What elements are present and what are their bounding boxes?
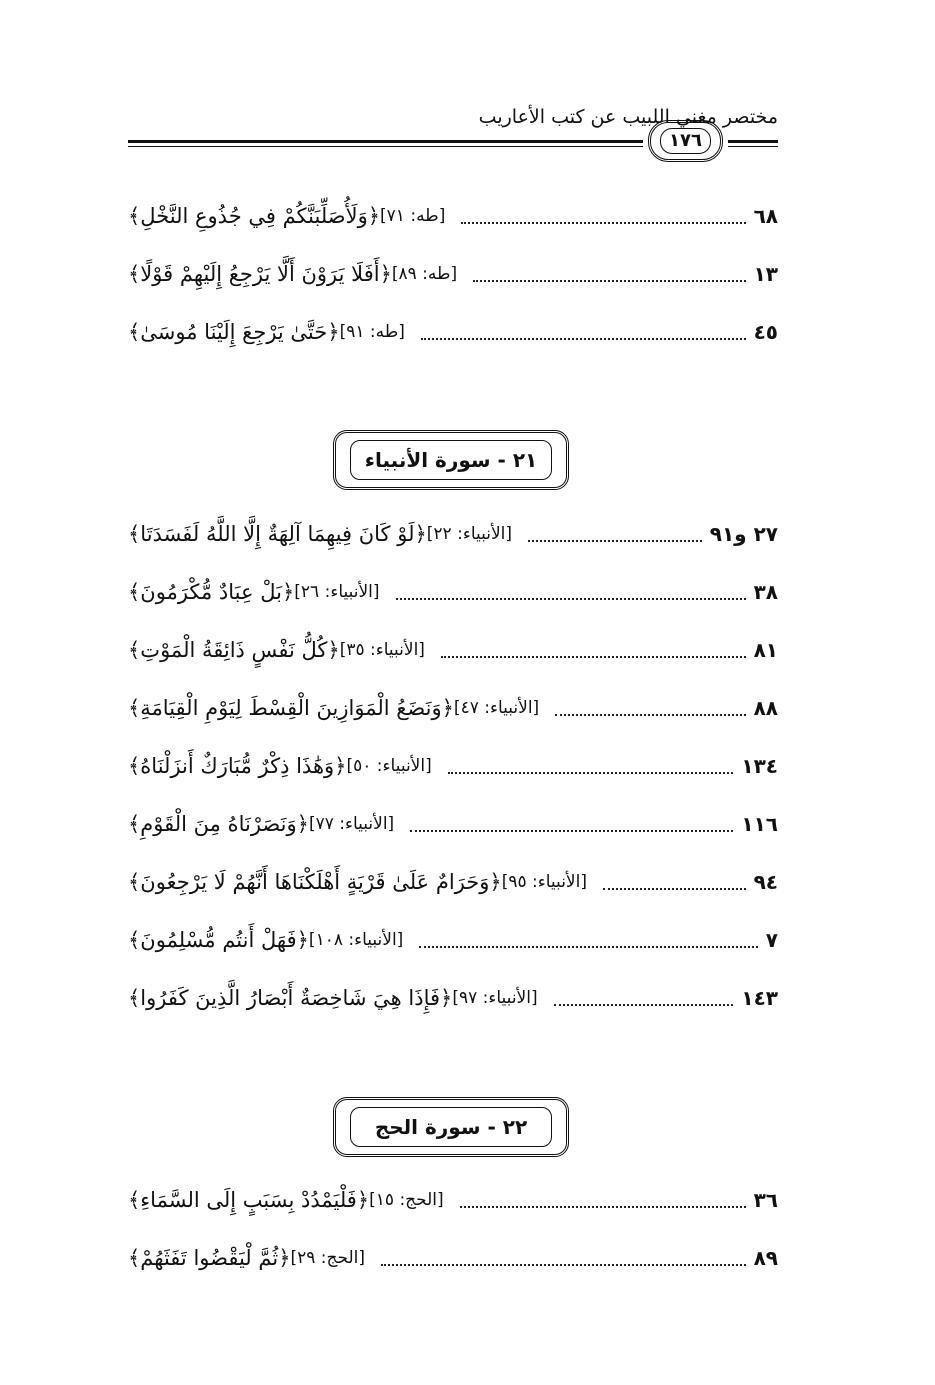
page-reference: ١٤٣	[741, 986, 778, 1010]
verse-reference: [الأنبياء: ٤٧]	[453, 698, 540, 718]
verse-text: ﴿وَحَرَامٌ عَلَىٰ قَرْيَةٍ أَهْلَكْنَاهَا أَنَّهُمْ لَا يَرْجِعُونَ﴾	[128, 870, 502, 894]
page-reference: ١٣٤	[741, 754, 778, 778]
dot-leader	[554, 990, 734, 1006]
verse-text: ﴿أَفَلَا يَرَوْنَ أَلَّا يَرْجِعُ إِلَيْهِمْ قَوْلًا﴾	[128, 262, 392, 286]
verse-text: ﴿فَإِذَا هِيَ شَاخِصَةٌ أَبْصَارُ الَّذِينَ كَفَرُوا﴾	[128, 986, 453, 1010]
header-rule-thick	[128, 140, 643, 143]
page-reference: ٩٤	[753, 870, 778, 894]
surah-title: ٢٢ - سورة الحج	[350, 1107, 552, 1147]
verse-reference: [الأنبياء: ٣٥]	[339, 640, 425, 660]
verse-reference: [الأنبياء: ٩٧]	[452, 988, 538, 1008]
verse-reference: [الأنبياء: ٥٠]	[346, 756, 432, 776]
dot-leader	[528, 526, 702, 542]
page-reference: ٧	[765, 928, 778, 952]
verse-reference: [طه: ٧١]	[380, 206, 446, 226]
index-entry	[128, 862, 778, 902]
index-entry	[128, 312, 778, 352]
index-entry	[128, 804, 778, 844]
verse-reference: [الأنبياء: ٢٦]	[294, 582, 380, 602]
index-entry	[128, 688, 778, 728]
verse-reference: [الأنبياء: ٢٢]	[426, 524, 513, 544]
page-reference: ١١٦	[741, 812, 778, 836]
index-entry	[128, 514, 778, 554]
dot-leader	[381, 1250, 746, 1266]
verse-text: ﴿وَلَأُصَلِّبَنَّكُمْ فِي جُذُوعِ النَّخْلِ﴾	[128, 204, 381, 228]
verse-text: ﴿وَنَضَعُ الْمَوَازِينَ الْقِسْطَ لِيَوْمِ الْقِيَامَةِ﴾	[128, 696, 454, 720]
page-header	[128, 100, 778, 160]
dot-leader	[410, 816, 733, 832]
verse-text: ﴿فَلْيَمْدُدْ بِسَبَبٍ إِلَى السَّمَاءِ﴾	[128, 1188, 370, 1212]
dot-leader	[461, 208, 745, 224]
surah-heading	[333, 430, 569, 490]
dot-leader	[421, 324, 746, 340]
page-reference: ٨٨	[753, 696, 778, 720]
verse-text: ﴿لَوْ كَانَ فِيهِمَا آلِهَةٌ إِلَّا اللَّهُ لَفَسَدَتَا﴾	[128, 522, 427, 546]
surah-title: ٢١ - سورة الأنبياء	[350, 440, 552, 480]
verse-text: ﴿ثُمَّ لْيَقْضُوا تَفَثَهُمْ﴾	[128, 1246, 291, 1270]
verse-text: ﴿وَنَصَرْنَاهُ مِنَ الْقَوْمِ﴾	[128, 812, 309, 836]
dot-leader	[441, 642, 746, 658]
verse-reference: [طه: ٩١]	[339, 322, 405, 342]
dot-leader	[419, 932, 757, 948]
verse-text: ﴿كُلُّ نَفْسٍ ذَائِقَةُ الْمَوْتِ﴾	[128, 638, 340, 662]
dot-leader	[603, 874, 746, 890]
index-entry	[128, 196, 778, 236]
verse-text: ﴿حَتَّىٰ يَرْجِعَ إِلَيْنَا مُوسَىٰ﴾	[128, 320, 340, 344]
verse-reference: [الحج: ٢٩]	[290, 1248, 366, 1268]
page-reference: ٢٧ و٩١	[709, 522, 778, 546]
page-number: ١٧٦	[660, 128, 711, 154]
book-title: مختصر مغني اللبيب عن كتب الأعاريب	[478, 106, 778, 128]
header-rule-thin	[128, 146, 643, 147]
header-rule-short-thin	[728, 146, 778, 147]
page-reference: ٤٥	[753, 320, 778, 344]
verse-reference: [الحج: ١٥]	[369, 1190, 444, 1210]
index-entry	[128, 920, 778, 960]
index-entry	[128, 746, 778, 786]
index-entry	[128, 630, 778, 670]
index-entry	[128, 254, 778, 294]
dot-leader	[448, 758, 734, 774]
index-entry	[128, 978, 778, 1018]
page-reference: ٦٨	[753, 204, 778, 228]
page-reference: ١٣	[753, 262, 778, 286]
verse-reference: [طه: ٨٩]	[391, 264, 458, 284]
verse-reference: [الأنبياء: ٩٥]	[501, 872, 587, 892]
index-entry	[128, 1238, 778, 1278]
dot-leader	[460, 1192, 746, 1208]
index-entry	[128, 1180, 778, 1220]
index-entry	[128, 572, 778, 612]
dot-leader	[473, 266, 745, 282]
surah-heading	[333, 1097, 569, 1157]
dot-leader	[555, 700, 745, 716]
dot-leader	[396, 584, 746, 600]
header-rule-short-thick	[728, 140, 778, 143]
page-reference: ٣٦	[753, 1188, 778, 1212]
verse-text: ﴿وَهَٰذَا ذِكْرٌ مُّبَارَكٌ أَنزَلْنَاهُ﴾	[128, 754, 347, 778]
page-reference: ٨١	[753, 638, 778, 662]
verse-reference: [الأنبياء: ١٠٨]	[308, 930, 404, 950]
verse-text: ﴿فَهَلْ أَنتُم مُّسْلِمُونَ﴾	[128, 928, 309, 952]
verse-text: ﴿بَلْ عِبَادٌ مُّكْرَمُونَ﴾	[128, 580, 295, 604]
page-reference: ٨٩	[753, 1246, 778, 1270]
page-reference: ٣٨	[753, 580, 778, 604]
verse-reference: [الأنبياء: ٧٧]	[308, 814, 395, 834]
